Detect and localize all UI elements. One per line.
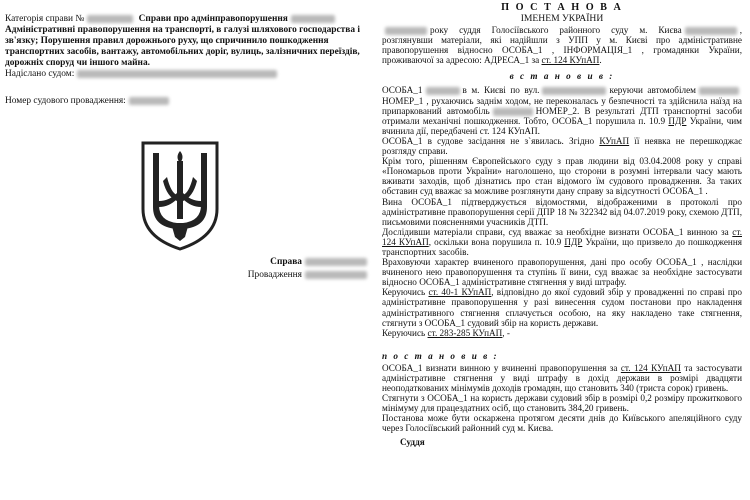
redacted-category-code [291,15,335,23]
section-heading-resolved: п о с т а н о в и в : [382,350,499,361]
legal-basis-paragraph: Керуючись ст. 283-285 КУпАП, - [382,327,510,338]
proceeding-number-label: Номер судового провадження: [5,96,126,106]
case-header [5,14,373,107]
law-link[interactable]: ст. 283-285 КУпАП [427,327,503,338]
echr-paragraph: Крім того, рішенням Європейського суду з прав людини від 03.04.2008 року у справі «Пономарьов проти України» наголошено, що сторони в розумні інтервали часу мають вживати заходів, щоб дізнатись про стан відомого їм судового провадження. За таких обставин суд вважає за можливе розглянути дану справу за відсутності ОСОБА_1 . [382,156,742,197]
category-title: Справи про адмінправопорушення [138,14,288,24]
law-link[interactable]: ст. 40-1 КУпАП [428,287,492,298]
proceeding-label: Провадження [247,270,302,280]
law-reference: ст. 124 КУпАП [479,125,538,136]
redacted-proceeding-number [129,97,169,105]
redacted-proceeding-id [305,271,367,279]
redacted-case-number [87,15,133,23]
law-link[interactable]: ПДР [564,236,583,247]
redacted-other-car [493,108,533,116]
received-line [5,69,373,80]
redacted-case-id [305,258,367,266]
category-body: Адміністративні правопорушення на транспорті, в галузі шляхового господарства і зв'язку; Порушення правил дорожнього руху, що спричинило пошкодження транспортних засобів, вантажу, автомобільних доріг, вулиць, залізничних переїздів, дорожніх споруд чи іншого майна. [5,25,360,68]
intro-paragraph: року суддя Голосіївського районного суду м. Києва , розглянувши матеріали, які надійшли з УПП у м. Києві про адміністративне правопорушення відносно ОСОБА_1 , ІНФОРМАЦІЯ_1 , громадянки України, проживаючої за адресою: АДРЕСА_1 за ст. 124 КУпАП. [382,25,742,66]
case-category [5,14,373,69]
court-fee-paragraph: Керуючись ст. 40-1 КУпАП, відповідно до якої судовий збір у провадженні по справі про адміністративне правопорушення у разі винесення судом постанови про накладення адміністративного стягнення сплачується особою, на яку накладено таке стягнення, стягнути з ОСОБА_1 судовий збір на користь держави. [382,287,742,328]
law-link[interactable]: ст. 124 КУпАП [382,226,742,247]
law-link[interactable]: КУпАП [599,135,630,146]
document-title: П О С Т А Н О В А [501,2,623,13]
trident-coat-of-arms-icon [131,137,229,253]
penalty-reasoning-paragraph: Враховуючи характер вчиненого правопорушення, дані про особу ОСОБА_1 , наслідки вчиненого нею правопорушення та ступінь її вини, суд вважає за необхідне застосувати відносно ОСОБА_1 адміністративне стягнення у виді штрафу. [382,257,742,288]
proceeding-line [200,269,370,282]
redacted-car-model [699,87,739,95]
law-link[interactable]: ст. 124 КУпАП [541,55,600,66]
appeal-paragraph: Постанова може бути оскаржена протягом десяти днів до Київського апеляційного суду через Голосіївський районний суд м. Києва. [382,413,742,434]
case-label: Справа [270,257,302,267]
document-subtitle: ІМЕНЕМ УКРАЇНИ [520,13,604,24]
guilt-paragraph: Вина ОСОБА_1 підтверджується відомостями, відображеними в протоколі про адміністративне правопорушення серії ДПР 18 № 322342 від 04.07.2019 року, схемою ДТП, письмовими поясненнями учасників ДТП. [382,196,742,227]
received-label: Надіслано судом: [5,69,75,79]
facts-paragraph: ОСОБА_1 в м. Києві по вул. керуючи автомобілемНОМЕР_1 , рухаючись заднім ходом, не переконалась у безпечності та здійснила наїзд на припаркований автомобіль НОМЕР_2. В результаті ДТП транспортні засоби отримали механічні пошкодження. Тобто, ОСОБА_1 порушила п. 10.9 ПДР України, чим вчинила дії, передбачені ст. 124 КУпАП. [382,85,742,136]
judge-signature-label: Суддя [400,436,425,447]
proceeding-number-line [5,96,373,107]
redacted-judge-name [685,27,737,35]
absence-paragraph: ОСОБА_1 в судове засідання не з`явилась. Згідно КУпАП її неявка не перешкоджає розгляду справи. [382,135,743,157]
case-line [200,256,370,269]
ruling-document [382,2,742,447]
redacted-date [385,27,427,35]
resolution-paragraph: ОСОБА_1 визнати винною у вчиненні правопорушення за ст. 124 КУпАП та застосувати адміністративне стягнення у виді штрафу в дохід держави в розмірі двадцяти неоподаткованих мінімумів доходів громадян, що становить 340 (триста сорок) гривень. [382,362,742,394]
redacted-incident-date [426,87,460,95]
law-link[interactable]: ПДР [668,115,687,126]
examination-paragraph: Дослідивши матеріали справи, суд вважає за необхідне визнати ОСОБА_1 винною за ст. 124 КУпАП, оскільки вона порушила п. 10.9 ПДР України, що призвело до пошкодження транспортних засобів. [382,226,742,257]
law-link[interactable]: ст. 124 КУпАП [620,362,681,373]
fee-resolution-paragraph: Стягнути з ОСОБА_1 на користь держави судовий збір в розмірі 0,2 розміру прожиткового мінімуму для працездатних осіб, що становить 384,20 гривень. [382,393,742,414]
section-heading-established: в с т а н о в и в : [509,71,615,82]
category-prefix: Категорія справи № [5,14,85,24]
redacted-street [542,87,606,95]
redacted-received-dates [77,70,277,78]
case-footer [200,256,370,282]
